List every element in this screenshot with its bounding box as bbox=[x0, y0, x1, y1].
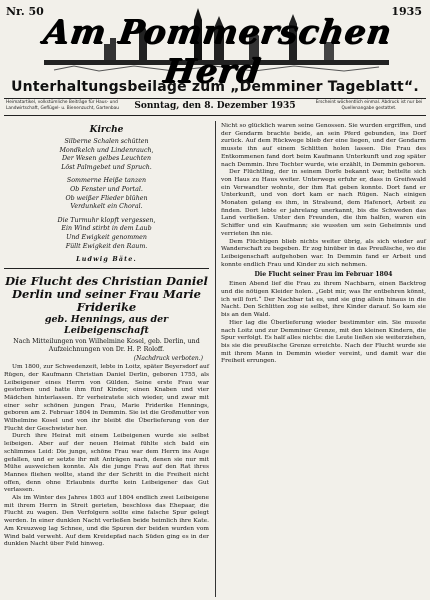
story-subtitle: geb. Hennings, aus der Leibeigenschaft bbox=[44, 314, 169, 337]
supplement-line: Unterhaltungsbeilage zum „Demminer Tageblatt“. bbox=[11, 79, 419, 95]
story-paragraph: Als im Winter des Jahres 1803 auf 1804 endlich zwei Leibeigene mit ihrem Herrn in Streit gerieten, beschloss das Ehepaar, die Flucht zu wagen. Den Verfolgern sollte eine falsche Spur gelegt werden. In einer dunklen Nacht verließen beide heimlich ihre Kate. Am Kreuzweg lag Schnee, und die Spuren der beiden wurden vom Wind bald verweht. Auf dem Kreidepfad nach Süden ging es in der dunklen Nacht über Feld hinweg. bbox=[4, 495, 209, 548]
section-divider bbox=[4, 268, 209, 269]
newspaper-title: Am Pommerschen Herd bbox=[41, 12, 395, 90]
poem-stanza bbox=[4, 177, 209, 211]
story-paragraph: Einen Abend lief die Frau zu ihrem Nachbarn, einen Backtrog und die nötigen Kleider holen. „Gebt mir, was Ihr entbehren könnt, ich will fort.“ Der Nachbar tat es, und sie ging allein hinaus in die Nacht. Den Schlitten zog sie selbst, ihre Kinder darauf. So kam sie bis an den Wald. bbox=[221, 281, 426, 319]
issue-number: Nr. 50 bbox=[6, 5, 44, 18]
column-divider bbox=[215, 121, 216, 597]
story-paragraph: Durch ihre Heirat mit einem Leibeigenen wurde sie selbst leibeigen. Aber auf der neuen Heimat fühlte sich bald ein schlimmes Leid: Die junge, schöne Frau war dem Herrn ins Auge gefallen, und er setzte ihr mit Anträgen nach, denen sie nur mit Mühe ausweichen konnte. Als die junge Frau auf den Rat ihres Mannes fliehen wollte, stand ihr der Schritt in die Freiheit nicht offen, denn ohne Erlaubnis durfte kein Leibeigener das Gut verlassen. bbox=[4, 433, 209, 494]
poem-line: Sommerne Heiße tanzen bbox=[66, 177, 147, 185]
poem-line: Füllt Ewigkeit den Raum. bbox=[65, 242, 148, 250]
poem-author: Ludwig Bäte. bbox=[76, 256, 137, 264]
issue-year: 1935 bbox=[391, 5, 422, 18]
poem-line: Löst Palmgebet und Spruch. bbox=[61, 163, 152, 171]
poem-line: Ob weißer Flieder blühen bbox=[65, 194, 148, 202]
poem-line: Mondkelch und Lindenrauch, bbox=[59, 146, 154, 154]
story-paragraph: Der Flüchtling, der in seinem Dorfe bekannt war, bettelte sich von Haus zu Haus weiter. Unterwegs erfuhr er, dass in Greifswald ein Verwandter wohnte, der ihm Rat geben konnte. Dort fand er Unterkunft, und von dort kam er nach Rügen. Nach einigen Monaten gelang es ihm, in Stralsund, dem Hafenort, Arbeit zu finden. Dort lebte er jahrelang unerkannt, bis die Schweden das Land verließen. Unter den Freunden, die ihm halfen, waren ein Schiffer und ein Kaufmann; sie wussten um sein Geheimnis und verrieten ihn nie. bbox=[221, 169, 426, 237]
story-paragraph: Hier lag die Überlieferung wieder bestimmter ein. Sie musste nach Loitz und zur Demminer Grenze, mit den kleinen Kindern, die Spur verfolgt. Es half alles nichts: die Leute ließen sie weiterziehen, bis sie die preußische Grenze erreichte. Nach der Flucht wurde sie mit ihrem Mann in Demmin wieder vereint, und damit war die Freiheit errungen. bbox=[221, 319, 426, 365]
content-description: Heimatartikel, volkstümliche Beiträge für Haus- und Landwirtschaft, Geflügel- u. Bienenzucht, Gartenbau bbox=[6, 100, 120, 111]
poem-title: Kirche bbox=[89, 125, 124, 135]
poem-line: Der Wesen gelbes Leuchten bbox=[61, 155, 152, 163]
publishing-note: Erscheint wöchentlich einmal. Abdruck ist nur bei Quellenangabe gestattet. bbox=[315, 100, 423, 111]
reprint-note: (Nachdruck verboten.) bbox=[133, 355, 203, 363]
story-title: Die Flucht des Christian Daniel Derlin und seiner Frau Marie Friderike bbox=[5, 274, 208, 315]
story-paragraph: Um 1800, zur Schwedenzeit, lebte in Loitz, später Beyersdorf auf Rügen, der Kaufmann Christian Daniel Derlin, geboren 1755, als Leibeigener eines Herrn von Gülden. Seine erste Frau war gestorben und hatte ihm fünf Kinder, einen Knaben und vier Mädchen hinterlassen. Er verheiratete sich wieder, und zwar mit einer sehr schönen jungen Frau, Marie Friderike Hennings, geboren am 2. Februar 1804 in Demmin. Sie ist die Großmutter von Wilhelmine Kosel und von ihr bleibt die Überlieferung von der Flucht der Geschwister her. bbox=[4, 364, 209, 432]
poem-line: Silberne Schalen schütten bbox=[64, 138, 149, 145]
poem-stanza bbox=[4, 138, 209, 172]
poem-line: Ob Fenster und Portal. bbox=[70, 185, 143, 193]
story-byline: Nach Mitteilungen von Wilhelmine Kosel, geb. Derlin, und Aufzeichnungen von Dr. H. P. Roloff. bbox=[13, 338, 200, 354]
issue-date: Sonntag, den 8. Dezember 1935 bbox=[134, 101, 296, 111]
story-subheading: Die Flucht seiner Frau im Februar 1804 bbox=[254, 271, 393, 279]
poem-stanza bbox=[4, 217, 209, 251]
story-text-left bbox=[4, 364, 209, 549]
poem-line: Ein Wind stirbt in dem Laub bbox=[61, 225, 152, 233]
right-column bbox=[221, 123, 426, 366]
poem-line: Und Ewigkeit genommen bbox=[66, 233, 147, 241]
left-column bbox=[4, 123, 209, 549]
story-text-right bbox=[221, 123, 426, 366]
story-paragraph: Nicht so glücklich waren seine Genossen. Sie wurden ergriffen, und der Gendarm brachte beide, an sein Pferd gebunden, ins Dorf zurück. Auf dem Rückwege blieb der eine liegen, und der Gendarm musste ihn auf einem Schlitten holen lassen. Die Frau des Entkommenen fand dort beim Kaufmann Unterkunft und zog später nach Demmin. Ihre Tochter wurde, wie erzählt, in Demmin geboren. bbox=[221, 123, 426, 168]
masthead bbox=[4, 2, 426, 110]
poem-line: Verdunkelt ein Choral. bbox=[70, 203, 143, 211]
poem bbox=[4, 125, 209, 263]
poem-line: Die Turmuhr klopft vergessen, bbox=[57, 216, 156, 224]
story-paragraph: Dem Flüchtigen blieb nichts weiter übrig, als sich wieder auf Wanderschaft zu begeben. Er zog hinüber in das Preußische, wo die Leibeigenschaft aufgehoben war. In Demmin fand er Arbeit und konnte endlich Frau und Kinder zu sich nehmen. bbox=[221, 238, 426, 268]
masthead-info-bar bbox=[4, 98, 426, 116]
newspaper-page bbox=[4, 2, 426, 598]
